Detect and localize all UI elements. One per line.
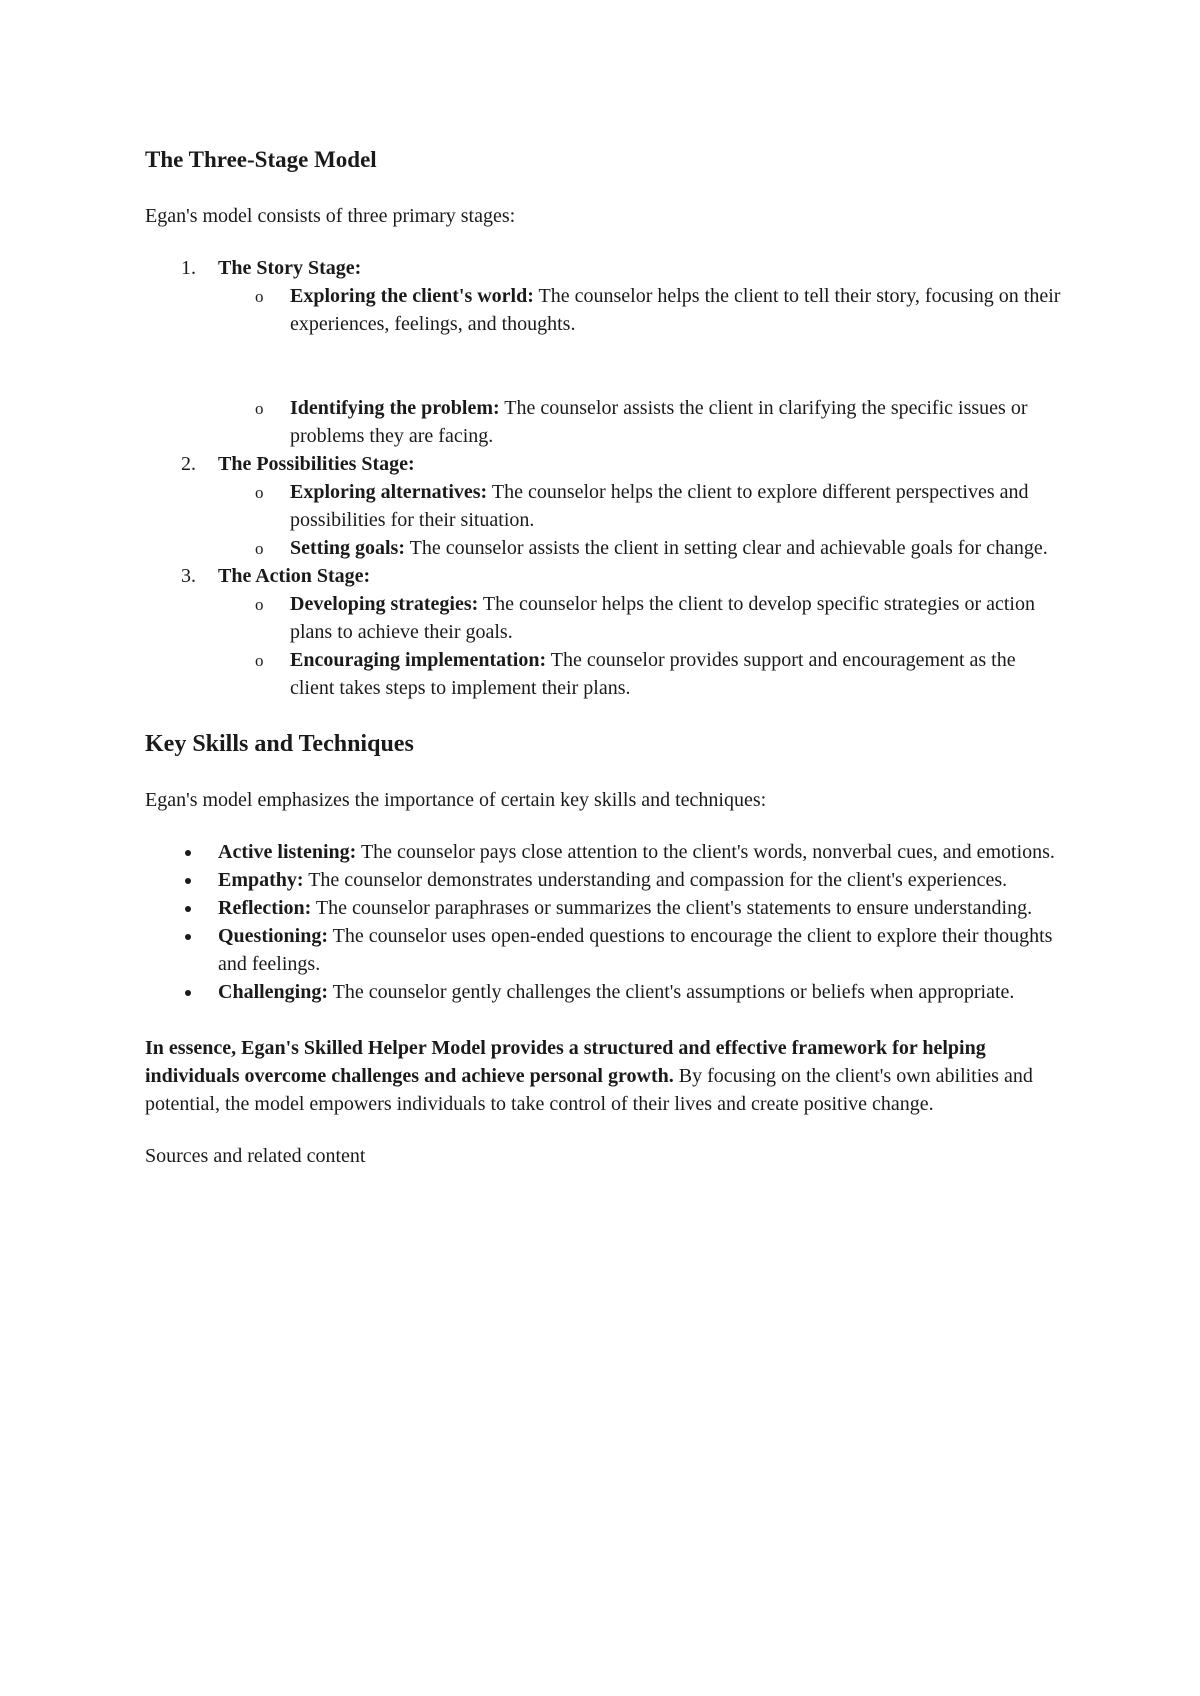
substep-item: [218, 534, 1065, 562]
stage-number: 2.: [181, 453, 196, 475]
substep-term: Setting goals:: [290, 537, 405, 559]
skill-term: Active listening:: [218, 841, 357, 863]
skill-term: Empathy:: [218, 869, 304, 891]
substep-term: Encouraging implementation:: [290, 649, 547, 671]
stage-title: The Action Stage:: [218, 565, 371, 587]
stage-substeps: [218, 590, 1065, 702]
substep-term: Identifying the problem:: [290, 397, 500, 419]
substep-term: Exploring alternatives:: [290, 481, 488, 503]
stage-number: 3.: [181, 565, 196, 587]
skill-item: [145, 838, 1065, 866]
stage-item: [145, 450, 1065, 562]
skill-text: The counselor demonstrates understanding and compassion for the client's experiences.: [303, 869, 1008, 891]
key-skills-intro: Egan's model emphasizes the importance of certain key skills and techniques:: [145, 789, 767, 811]
substep-item: [218, 590, 1065, 646]
substep-item: [218, 282, 1065, 338]
substep-item: [218, 394, 1065, 450]
sources-label: Sources and related content: [145, 1145, 366, 1167]
three-stage-intro: Egan's model consists of three primary stages:: [145, 205, 516, 227]
sub-bullet-marker: o: [255, 483, 264, 502]
sub-bullet-marker: o: [255, 399, 264, 418]
substep-text: The counselor assists the client in setting clear and achievable goals for change.: [405, 537, 1048, 559]
stage-title: The Possibilities Stage:: [218, 453, 415, 475]
skill-term: Reflection:: [218, 897, 312, 919]
section-heading-three-stage-model: The Three-Stage Model: [145, 147, 377, 172]
skill-text: The counselor paraphrases or summarizes the client's statements to ensure understanding.: [311, 897, 1033, 919]
section-heading-key-skills: Key Skills and Techniques: [145, 731, 414, 757]
stage-item: [145, 562, 1065, 702]
substep-item: [218, 478, 1065, 534]
skill-item: [145, 894, 1065, 922]
sub-bullet-marker: o: [255, 651, 264, 670]
stage-number: 1.: [181, 257, 196, 279]
stage-substeps: [218, 282, 1065, 450]
stages-list: [145, 254, 1065, 702]
sub-bullet-marker: o: [255, 539, 264, 558]
skill-text: The counselor uses open-ended questions to encourage the client to explore their thoughts and feelings.: [218, 925, 1053, 975]
substep-text: The counselor provides support and encouragement as the client takes steps to implement their plans.: [290, 649, 1016, 699]
skill-term: Challenging:: [218, 981, 329, 1003]
substep-term: Developing strategies:: [290, 593, 479, 615]
substep-text: The counselor helps the client to explore different perspectives and possibilities for their situation.: [290, 481, 1029, 531]
skill-term: Questioning:: [218, 925, 329, 947]
skills-list: [145, 838, 1065, 1006]
skill-item: [145, 866, 1065, 894]
bullet-dot-icon: [185, 850, 191, 856]
bullet-dot-icon: [185, 906, 191, 912]
skill-item: [145, 922, 1065, 978]
skill-text: The counselor gently challenges the client's assumptions or beliefs when appropriate.: [328, 981, 1015, 1003]
conclusion-paragraph: [145, 1034, 1065, 1118]
sub-bullet-marker: o: [255, 595, 264, 614]
stage-substeps: [218, 478, 1065, 562]
substep-text: The counselor assists the client in clarifying the specific issues or problems they are facing.: [290, 397, 1028, 447]
bullet-dot-icon: [185, 878, 191, 884]
substep-text: The counselor helps the client to develop specific strategies or action plans to achieve their goals.: [290, 593, 1035, 643]
document-content: [145, 142, 1065, 1170]
bullet-dot-icon: [185, 934, 191, 940]
skill-text: The counselor pays close attention to the client's words, nonverbal cues, and emotions.: [356, 841, 1055, 863]
sub-bullet-marker: o: [255, 287, 264, 306]
substep-item: [218, 646, 1065, 702]
skill-item: [145, 978, 1065, 1006]
conclusion-bold-text: In essence, Egan's Skilled Helper Model provides a structured and effective framework for helping individuals overcome challenges and achieve personal growth.: [145, 1037, 986, 1087]
stage-item: [145, 254, 1065, 450]
substep-term: Exploring the client's world:: [290, 285, 534, 307]
bullet-dot-icon: [185, 990, 191, 996]
conclusion-text: By focusing on the client's own abilities and potential, the model empowers individuals to take control of their lives and create positive change.: [145, 1065, 1033, 1115]
stage-title: The Story Stage:: [218, 257, 362, 279]
substep-text: The counselor helps the client to tell their story, focusing on their experiences, feelings, and thoughts.: [290, 285, 1061, 335]
